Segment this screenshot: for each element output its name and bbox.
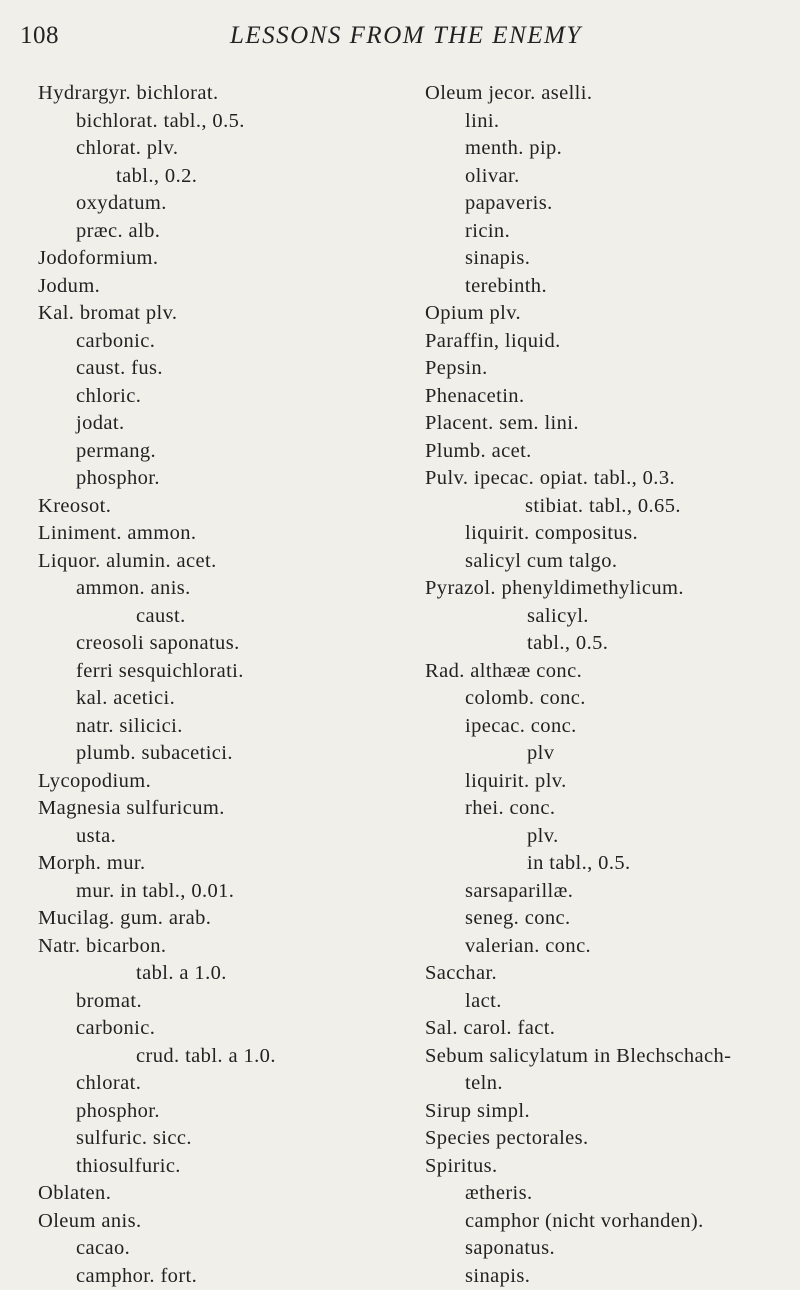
list-item: Sal. carol. fact. <box>425 1015 795 1043</box>
list-item: seneg. conc. <box>425 905 795 933</box>
list-item: rhei. conc. <box>425 795 795 823</box>
list-item: usta. <box>38 823 398 851</box>
list-item: Oleum jecor. aselli. <box>425 80 795 108</box>
list-item: kal. acetici. <box>38 685 398 713</box>
list-item: liquirit. plv. <box>425 768 795 796</box>
list-item: lini. <box>425 108 795 136</box>
list-item: carbonic. <box>38 328 398 356</box>
right-column <box>425 80 795 1290</box>
list-item: sinapis. <box>425 1263 795 1290</box>
list-item: terebinth. <box>425 273 795 301</box>
list-item: Plumb. acet. <box>425 438 795 466</box>
list-item: creosoli saponatus. <box>38 630 398 658</box>
list-item: saponatus. <box>425 1235 795 1263</box>
list-item: papaveris. <box>425 190 795 218</box>
list-item: ammon. anis. <box>38 575 398 603</box>
list-item: tabl., 0.5. <box>425 630 795 658</box>
list-item: Liquor. alumin. acet. <box>38 548 398 576</box>
list-item: plv. <box>425 823 795 851</box>
list-item: tabl., 0.2. <box>38 163 398 191</box>
list-item: ipecac. conc. <box>425 713 795 741</box>
page-header <box>20 22 760 58</box>
list-item: Phenacetin. <box>425 383 795 411</box>
running-head: LESSONS FROM THE ENEMY <box>230 22 582 50</box>
list-item: Hydrargyr. bichlorat. <box>38 80 398 108</box>
list-item: Paraffin, liquid. <box>425 328 795 356</box>
list-item: bichlorat. tabl., 0.5. <box>38 108 398 136</box>
list-item: Mucilag. gum. arab. <box>38 905 398 933</box>
list-item: thiosulfuric. <box>38 1153 398 1181</box>
list-item: caust. fus. <box>38 355 398 383</box>
list-item: plv <box>425 740 795 768</box>
list-item: salicyl. <box>425 603 795 631</box>
list-item: oxydatum. <box>38 190 398 218</box>
list-item: Kreosot. <box>38 493 398 521</box>
list-item: Species pectorales. <box>425 1125 795 1153</box>
list-item: salicyl cum talgo. <box>425 548 795 576</box>
list-item: sinapis. <box>425 245 795 273</box>
list-item: liquirit. compositus. <box>425 520 795 548</box>
list-item: Pulv. ipecac. opiat. tabl., 0.3. <box>425 465 795 493</box>
list-item: permang. <box>38 438 398 466</box>
list-item: olivar. <box>425 163 795 191</box>
list-item: Sirup simpl. <box>425 1098 795 1126</box>
list-item: phosphor. <box>38 465 398 493</box>
list-item: Morph. mur. <box>38 850 398 878</box>
list-item: sarsaparillæ. <box>425 878 795 906</box>
list-item: natr. silicici. <box>38 713 398 741</box>
list-item: carbonic. <box>38 1015 398 1043</box>
list-item: caust. <box>38 603 398 631</box>
list-item: teln. <box>425 1070 795 1098</box>
list-item: ricin. <box>425 218 795 246</box>
list-item: Oblaten. <box>38 1180 398 1208</box>
list-item: Sacchar. <box>425 960 795 988</box>
list-item: præc. alb. <box>38 218 398 246</box>
list-item: stibiat. tabl., 0.65. <box>425 493 795 521</box>
list-item: sulfuric. sicc. <box>38 1125 398 1153</box>
list-item: Pepsin. <box>425 355 795 383</box>
left-column <box>38 80 398 1290</box>
list-item: phosphor. <box>38 1098 398 1126</box>
list-item: menth. pip. <box>425 135 795 163</box>
list-item: Spiritus. <box>425 1153 795 1181</box>
list-item: camphor. fort. <box>38 1263 398 1290</box>
list-item: lact. <box>425 988 795 1016</box>
list-item: camphor (nicht vorhanden). <box>425 1208 795 1236</box>
page-number: 108 <box>20 22 59 50</box>
list-item: Jodum. <box>38 273 398 301</box>
list-item: ætheris. <box>425 1180 795 1208</box>
list-item: Jodoformium. <box>38 245 398 273</box>
list-item: crud. tabl. a 1.0. <box>38 1043 398 1071</box>
list-item: Pyrazol. phenyldimethylicum. <box>425 575 795 603</box>
list-item: valerian. conc. <box>425 933 795 961</box>
list-item: plumb. subacetici. <box>38 740 398 768</box>
list-item: Placent. sem. lini. <box>425 410 795 438</box>
list-item: Kal. bromat plv. <box>38 300 398 328</box>
list-item: chlorat. plv. <box>38 135 398 163</box>
list-item: Rad. althææ conc. <box>425 658 795 686</box>
list-item: Liniment. ammon. <box>38 520 398 548</box>
list-item: Sebum salicylatum in Blechschach- <box>425 1043 795 1071</box>
list-item: bromat. <box>38 988 398 1016</box>
list-item: Lycopodium. <box>38 768 398 796</box>
list-item: jodat. <box>38 410 398 438</box>
list-item: Magnesia sulfuricum. <box>38 795 398 823</box>
list-item: chlorat. <box>38 1070 398 1098</box>
list-item: in tabl., 0.5. <box>425 850 795 878</box>
list-item: colomb. conc. <box>425 685 795 713</box>
list-item: Opium plv. <box>425 300 795 328</box>
list-item: Oleum anis. <box>38 1208 398 1236</box>
list-item: ferri sesquichlorati. <box>38 658 398 686</box>
list-item: cacao. <box>38 1235 398 1263</box>
list-item: Natr. bicarbon. <box>38 933 398 961</box>
list-item: tabl. a 1.0. <box>38 960 398 988</box>
list-item: mur. in tabl., 0.01. <box>38 878 398 906</box>
list-item: chloric. <box>38 383 398 411</box>
